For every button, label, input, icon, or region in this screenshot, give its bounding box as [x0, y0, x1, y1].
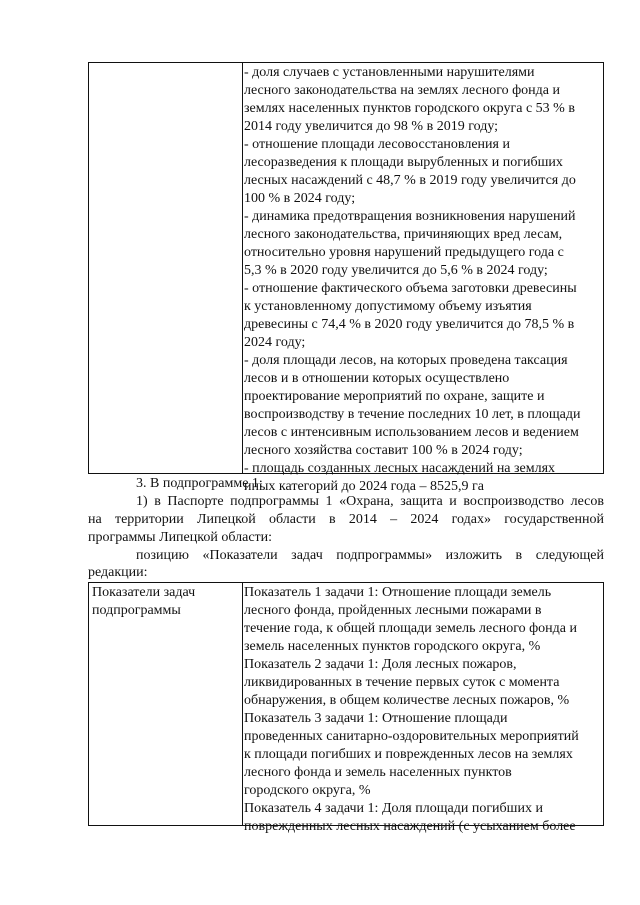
- section-heading: 3. В подпрограмме 1:: [136, 476, 263, 491]
- text-line: Показатель 4 задачи 1: Доля площади погибших и: [244, 801, 543, 816]
- text-line: поврежденных лесных насаждений (с усыханием более: [244, 819, 576, 834]
- text-line: лесов с интенсивным использованием лесов и ведением: [244, 425, 579, 440]
- text-line: лесного законодательства на землях лесного фонда и: [244, 83, 560, 98]
- paragraph-line: редакции:: [88, 565, 148, 580]
- indicators-value-cell: [244, 584, 602, 836]
- text-line: лесного фонда и земель населенных пунктов: [244, 765, 512, 780]
- text-line: 2014 году увеличится до 98 % в 2019 году;: [244, 119, 499, 134]
- text-line: - площадь созданных лесных насаждений на землях: [244, 461, 556, 476]
- text-line: - доля площади лесов, на которых проведена таксация: [244, 353, 568, 368]
- paragraph-line: позицию «Показатели задач подпрограммы» изложить в следующей: [136, 548, 604, 563]
- text-line: земель населенных пунктов городского округа, %: [244, 639, 541, 654]
- column-divider: [242, 583, 243, 825]
- text-line: к установленному допустимому объему изъятия: [244, 299, 532, 314]
- text-line: древесины с 74,4 % в 2020 году увеличится до 78,5 % в: [244, 317, 575, 332]
- text-line: обнаружения, в общем количестве лесных пожаров, %: [244, 693, 570, 708]
- text-line: лесного хозяйства составит 100 % в 2024 году;: [244, 443, 523, 458]
- text-line: Показатель 2 задачи 1: Доля лесных пожаров,: [244, 657, 517, 672]
- paragraph-line: программы Липецкой области:: [88, 530, 273, 545]
- paragraph-line: на территории Липецкой области в 2014 – 2024 годах» государственной: [88, 512, 604, 527]
- paragraph-line: 1) в Паспорте подпрограммы 1 «Охрана, защита и воспроизводство лесов: [136, 494, 604, 509]
- text-line: к площади погибших и поврежденных лесов на землях: [244, 747, 573, 762]
- text-line: 2024 году;: [244, 335, 306, 350]
- indicators-table: [88, 582, 604, 834]
- text-line: воспроизводству в течение последних 10 лет, в площади: [244, 407, 581, 422]
- text-line: лесного законодательства, причиняющих вред лесам,: [244, 227, 563, 242]
- text-line: лесного фонда, пройденных лесными пожарами в: [244, 603, 542, 618]
- text-line: - динамика предотвращения возникновения нарушений: [244, 209, 576, 224]
- text-line: - доля случаев с установленными нарушителями: [244, 65, 535, 80]
- text-line: относительно уровня нарушений предыдущего года с: [244, 245, 564, 260]
- text-line: 100 % в 2024 году;: [244, 191, 356, 206]
- text-line: 5,3 % в 2020 году увеличится до 5,6 % в 2024 году;: [244, 263, 548, 278]
- text-line: лесоразведения к площади вырубленных и погибших: [244, 155, 563, 170]
- text-line: проведенных санитарно-оздоровительных мероприятий: [244, 729, 579, 744]
- text-line: Показатель 3 задачи 1: Отношение площади: [244, 711, 508, 726]
- text-line: ликвидированных в течение первых суток с момента: [244, 675, 560, 690]
- text-line: Показатель 1 задачи 1: Отношение площади земель: [244, 585, 552, 600]
- text-line: лесных насаждений с 48,7 % в 2019 году увеличится до: [244, 173, 576, 188]
- text-line: лесов и в отношении которых осуществлено: [244, 371, 510, 386]
- text-line: Показатели задач: [92, 585, 196, 600]
- text-line: - отношение фактического объема заготовки древесины: [244, 281, 577, 296]
- text-line: иных категорий до 2024 года – 8525,9 га: [244, 479, 484, 494]
- text-line: городского округа, %: [244, 783, 371, 798]
- text-line: подпрограммы: [92, 603, 181, 618]
- text-line: проектирование мероприятий по охране, защите и: [244, 389, 545, 404]
- text-line: течение года, к общей площади земель лесного фонда и: [244, 621, 577, 636]
- top-table-right-cell: [244, 64, 602, 494]
- indicators-label-cell: [92, 584, 240, 620]
- text-line: землях населенных пунктов городского округа с 53 % в: [244, 101, 575, 116]
- column-divider: [242, 63, 243, 473]
- text-line: - отношение площади лесовосстановления и: [244, 137, 510, 152]
